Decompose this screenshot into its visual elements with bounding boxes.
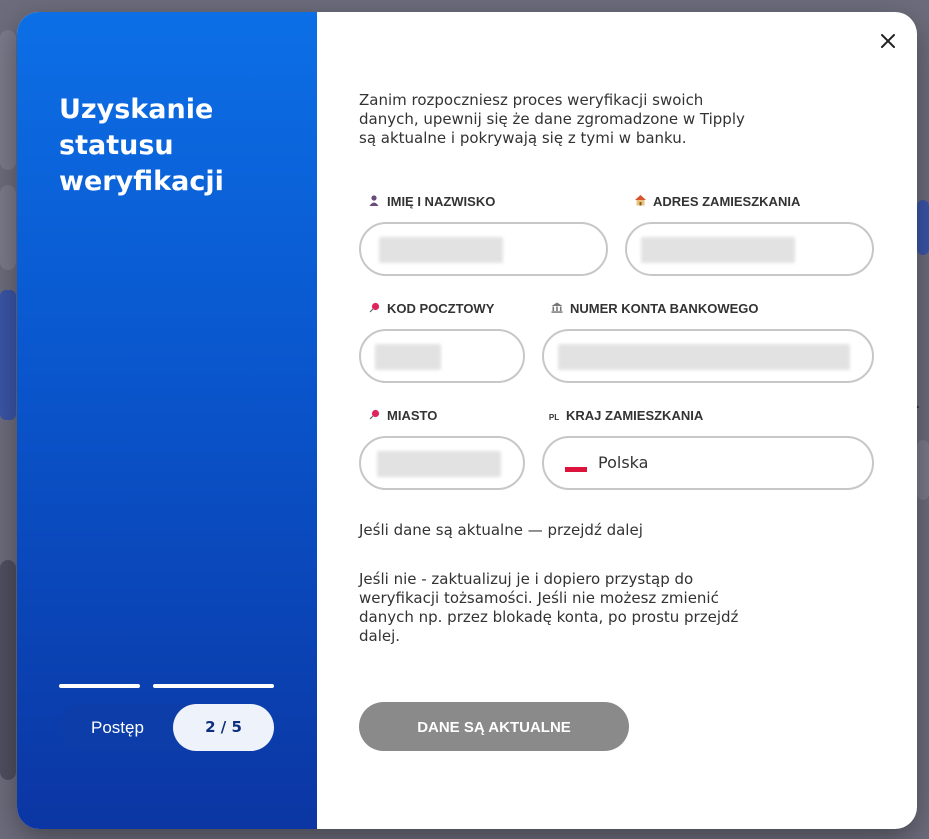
bank-label-text: NUMER KONTA BANKOWEGO bbox=[570, 301, 759, 316]
country-value: Polska bbox=[598, 453, 649, 472]
progress-steps bbox=[59, 684, 274, 688]
progress-step-bar bbox=[153, 684, 274, 688]
city-label bbox=[367, 408, 437, 423]
modal-title: Uzyskanie statusu weryfikacji bbox=[59, 94, 224, 197]
modal-side-panel bbox=[17, 12, 317, 829]
pushpin-icon bbox=[367, 302, 381, 316]
background-image bbox=[0, 560, 16, 780]
country-code: PL bbox=[548, 413, 560, 422]
background-card bbox=[0, 30, 16, 170]
verification-modal bbox=[17, 12, 917, 829]
redacted-value bbox=[375, 344, 441, 370]
address-label bbox=[633, 194, 800, 209]
poland-flag-icon bbox=[565, 462, 587, 472]
redacted-value bbox=[377, 451, 501, 477]
background-button bbox=[917, 200, 929, 255]
city-input[interactable] bbox=[359, 436, 525, 490]
name-label-text: IMIĘ I NAZWISKO bbox=[387, 194, 496, 209]
address-input[interactable] bbox=[625, 222, 874, 276]
bank-label bbox=[550, 301, 759, 316]
redacted-value bbox=[641, 237, 795, 263]
close-button[interactable] bbox=[875, 28, 901, 54]
person-icon bbox=[367, 195, 381, 209]
bank-icon bbox=[550, 302, 564, 316]
pushpin-icon bbox=[367, 409, 381, 423]
redacted-value bbox=[379, 237, 503, 263]
name-input[interactable] bbox=[359, 222, 608, 276]
house-icon bbox=[633, 194, 647, 209]
postal-label-text: KOD POCZTOWY bbox=[387, 301, 495, 316]
country-select[interactable] bbox=[542, 436, 874, 490]
progress-step-bar bbox=[59, 684, 140, 688]
postal-code-input[interactable] bbox=[359, 329, 525, 383]
progress-indicator bbox=[59, 704, 274, 751]
country-label bbox=[548, 408, 703, 423]
info-current-text: Jeśli dane są aktualne — przejdź dalej bbox=[359, 521, 643, 539]
redacted-value bbox=[558, 344, 850, 370]
bank-account-input[interactable] bbox=[542, 329, 874, 383]
country-label-text: KRAJ ZAMIESZKANIA bbox=[566, 408, 704, 423]
progress-label: Postęp bbox=[91, 718, 144, 737]
background-card bbox=[0, 185, 16, 270]
close-icon bbox=[875, 28, 901, 54]
info-update-text: Jeśli nie - zaktualizuj je i dopiero przystąp do weryfikacji tożsamości. Jeśli nie możesz zmienić danych np. przez blokadę konta, po prostu przejdź dalej. bbox=[359, 570, 739, 645]
confirm-data-button[interactable]: DANE SĄ AKTUALNE bbox=[359, 702, 629, 751]
background-banner bbox=[0, 290, 16, 420]
progress-count: 2 / 5 bbox=[173, 704, 274, 751]
postal-label bbox=[367, 301, 494, 316]
background-card bbox=[917, 440, 929, 500]
address-label-text: ADRES ZAMIESZKANIA bbox=[653, 194, 801, 209]
name-label bbox=[367, 194, 495, 209]
intro-text: Zanim rozpoczniesz proces weryfikacji swoich danych, upewnij się że dane zgromadzone w Tipply są aktualne i pokrywają się z tymi w banku. bbox=[359, 91, 745, 147]
city-label-text: MIASTO bbox=[387, 408, 438, 423]
